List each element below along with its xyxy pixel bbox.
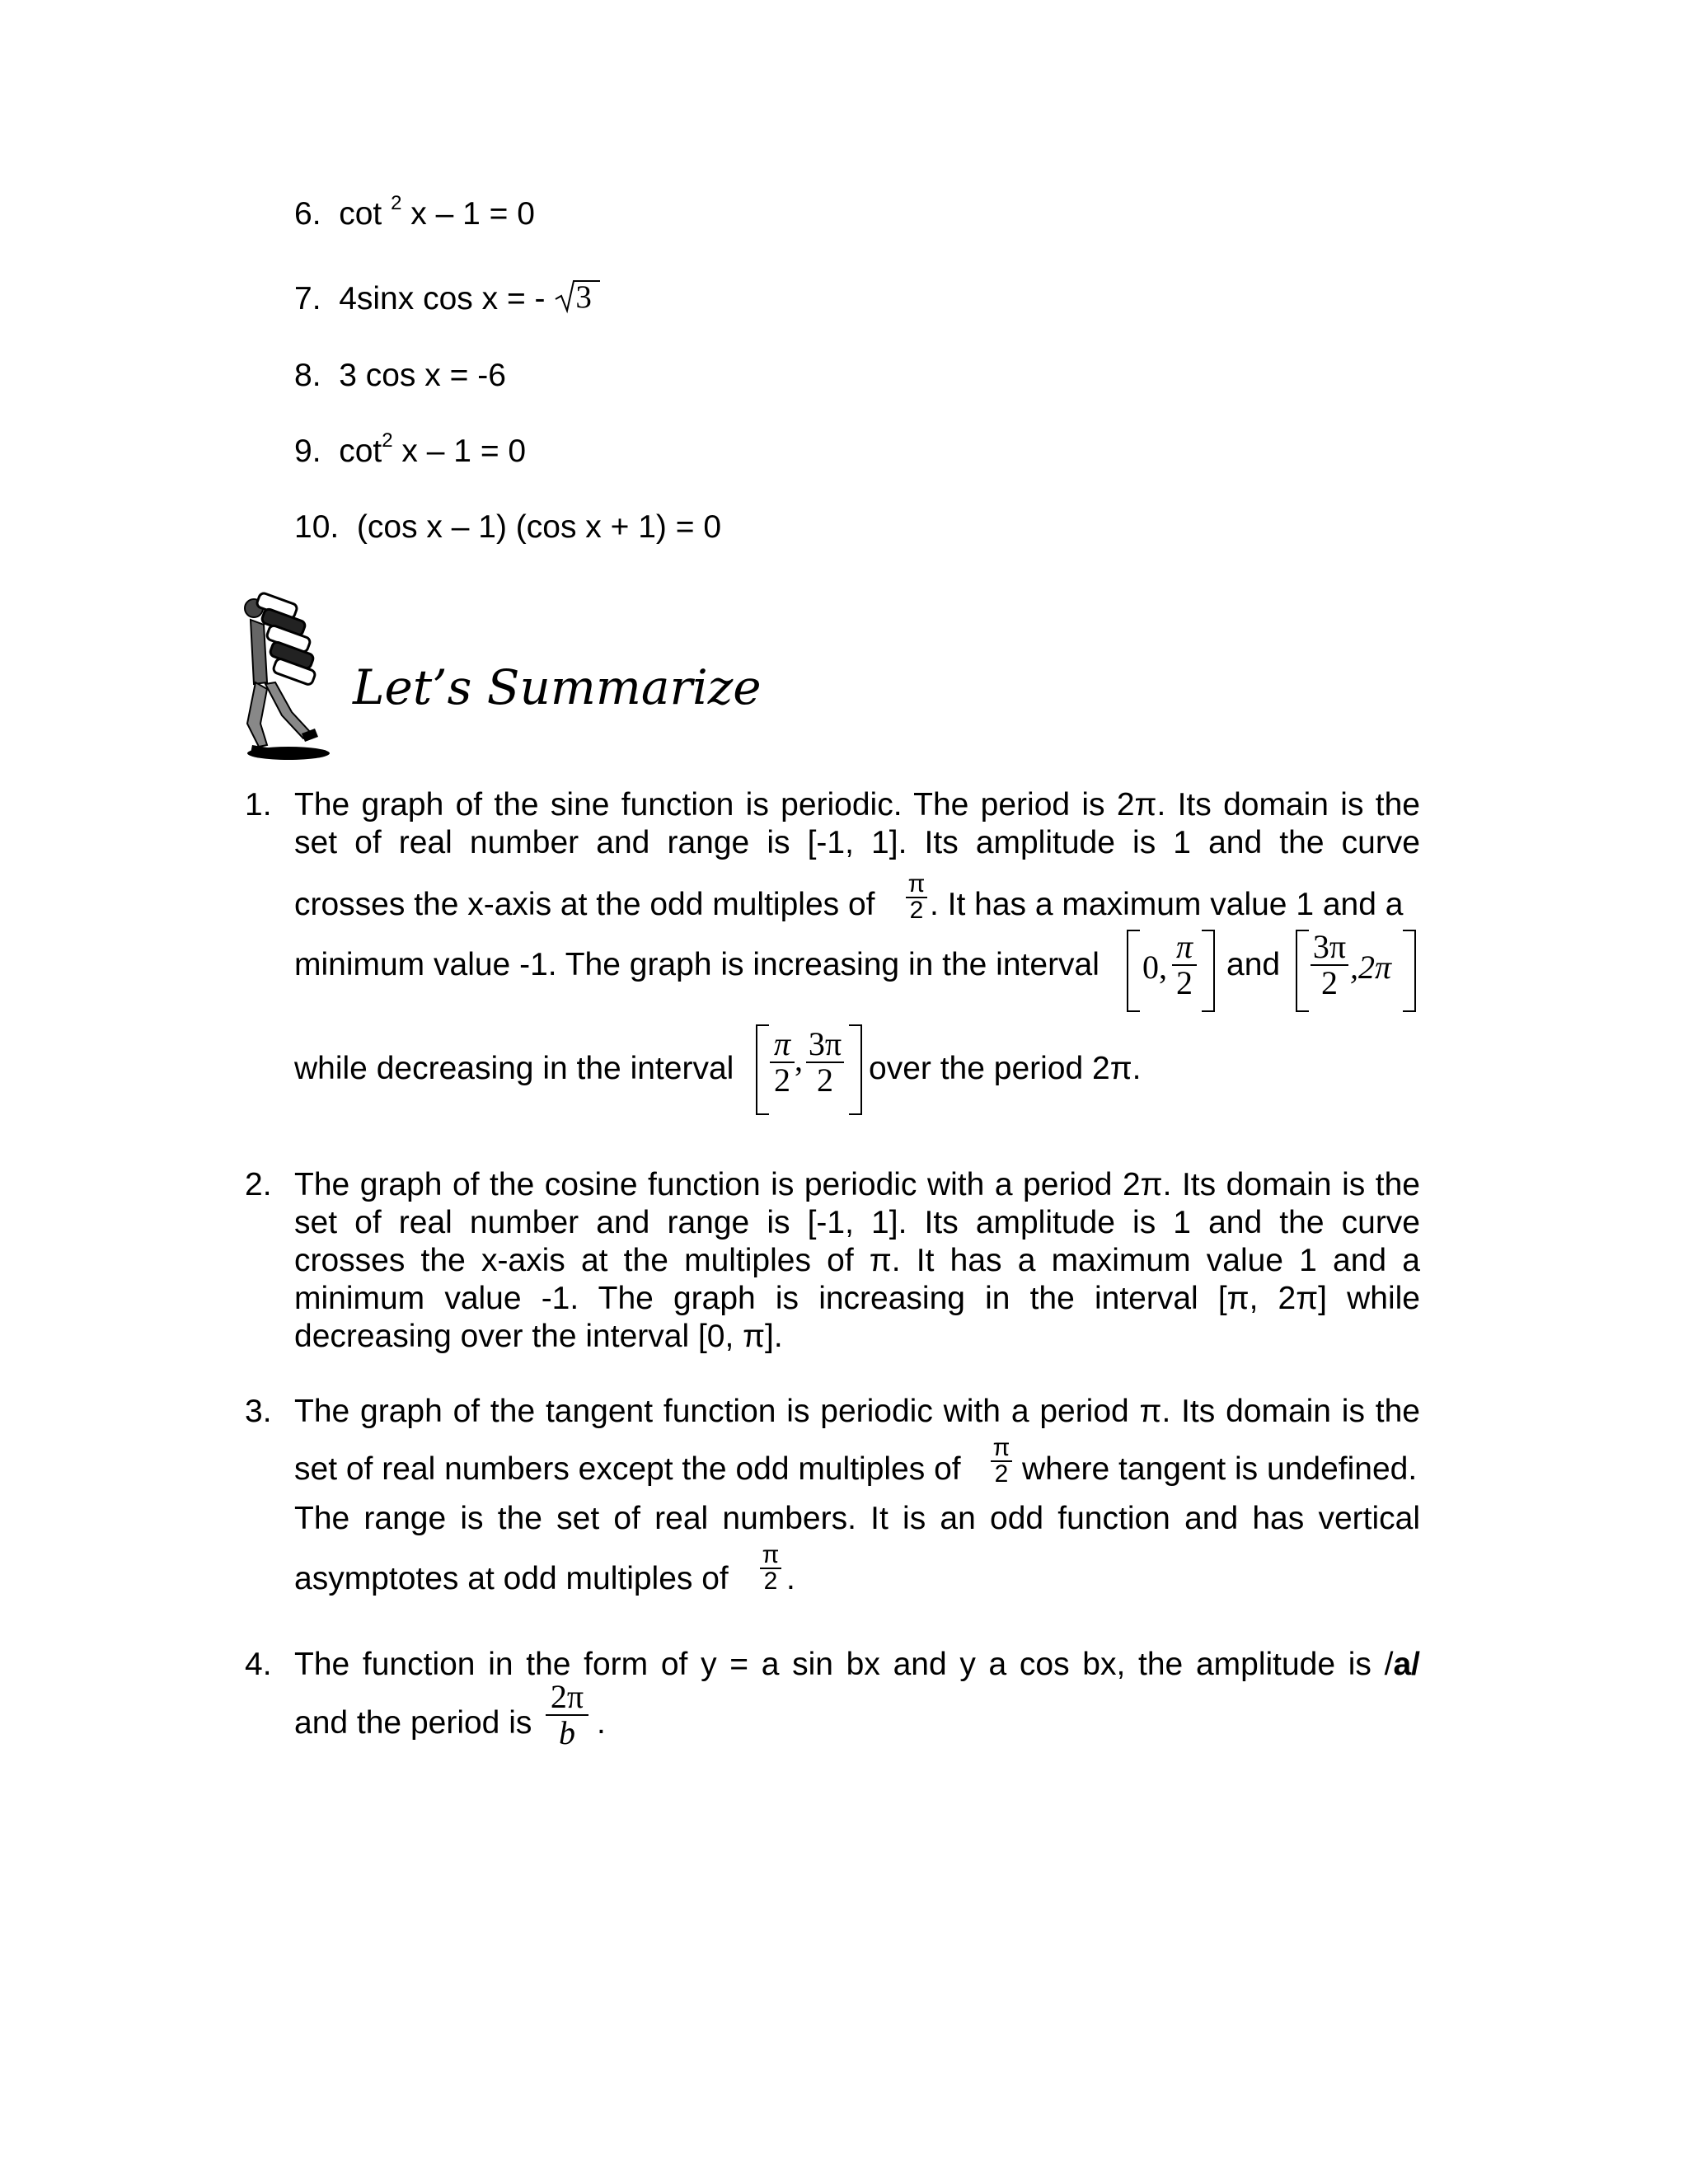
item-2-line-2: set of real number and range is [-1, 1]. Its amplitude is 1 and the curve [294, 1205, 1420, 1240]
item-4-line-2-end: . [597, 1705, 606, 1741]
exercise-6: 6. cot $^2$ x – 1 = 0 [294, 192, 535, 232]
interval-2-fraction: 3π 2 [1311, 930, 1348, 1001]
fraction-pi-over-2: $\frac{\pi}{2}$ [906, 872, 927, 923]
item-3-line-3: The range is the set of real numbers. It is an odd function and has vertical [294, 1501, 1420, 1536]
exercise-10: 10. (cos x – 1) (cos x + 1) = 0 [294, 509, 722, 545]
item-3-number: 3. [245, 1394, 272, 1429]
item-1-line-4: minimum value -1. The graph is increasing in the interval [294, 947, 1100, 982]
interval-bracket-right [1202, 930, 1215, 1012]
item-1-line-1: The graph of the sine function is periodic. The period is 2π. Its domain is the [294, 787, 1420, 823]
item-1-and: and [1226, 947, 1281, 982]
item-2-number: 2. [245, 1167, 272, 1202]
interval-3-comma: , [795, 1041, 803, 1078]
interval-3-fraction-1: π 2 [770, 1027, 795, 1098]
item-1-line-5-end: over the period 2π. [869, 1051, 1142, 1086]
item-1-line-3: crosses the x-axis at the odd multiples of [294, 887, 875, 922]
interval-bracket-right [1403, 930, 1416, 1012]
item-3-line-1: The graph of the tangent function is periodic with a period π. Its domain is the [294, 1394, 1420, 1429]
interval-3-fraction-2: 3π 2 [806, 1027, 844, 1098]
sqrt-symbol: 3 [554, 278, 600, 319]
interval-bracket-left [1296, 930, 1309, 1012]
fraction-pi-over-2: $\frac{\pi}{2}$ [760, 1543, 781, 1594]
interval-1-fraction: π 2 [1172, 930, 1197, 1001]
item-2-line-5: decreasing over the interval [0, π]. [294, 1319, 783, 1354]
item-4-line-1: The function in the form of y = a sin bx and y a cos bx, the amplitude is /a/ [294, 1647, 1420, 1682]
item-1-number: 1. [245, 787, 272, 823]
interval-2-end: ,2π [1350, 949, 1392, 986]
item-2-line-3: crosses the x-axis at the multiples of π. It has a maximum value 1 and a [294, 1243, 1420, 1278]
item-3-line-2: set of real numbers except the odd multiples of [294, 1451, 961, 1487]
item-4-number: 4. [245, 1647, 272, 1682]
exercise-8: 8. 3 cos x = -6 [294, 358, 506, 393]
man-carrying-books-clipart [239, 592, 354, 765]
item-1-line-2: set of real number and range is [-1, 1]. Its amplitude is 1 and the curve [294, 825, 1420, 860]
interval-bracket-left [756, 1024, 769, 1115]
item-2-line-4: minimum value -1. The graph is increasing in the interval [π, 2π] while [294, 1281, 1420, 1316]
summary-title: Let’s Summarize [353, 659, 762, 715]
item-4-line-2: and the period is [294, 1705, 532, 1741]
item-2-line-1: The graph of the cosine function is periodic with a period 2π. Its domain is the [294, 1167, 1420, 1202]
interval-1-start: 0, [1142, 949, 1167, 986]
interval-bracket-left [1127, 930, 1140, 1012]
item-3-line-2-end: where tangent is undefined. [1022, 1451, 1418, 1487]
exercise-9: 9. $\cot^2 x - 1 = 0$ [294, 429, 527, 469]
exercise-7: 7. 4sinx cos x = - 3 [294, 278, 600, 319]
fraction-pi-over-2: $\frac{\pi}{2}$ [991, 1436, 1012, 1487]
item-3-line-4-end: . [786, 1561, 795, 1596]
interval-bracket-right [849, 1024, 862, 1115]
item-1-line-3-end: . It has a maximum value 1 and a [930, 887, 1404, 922]
item-3-line-4: asymptotes at odd multiples of [294, 1561, 729, 1596]
item-1-line-5: while decreasing in the interval [294, 1051, 734, 1086]
fraction-2pi-over-b: 2π b [546, 1680, 588, 1750]
